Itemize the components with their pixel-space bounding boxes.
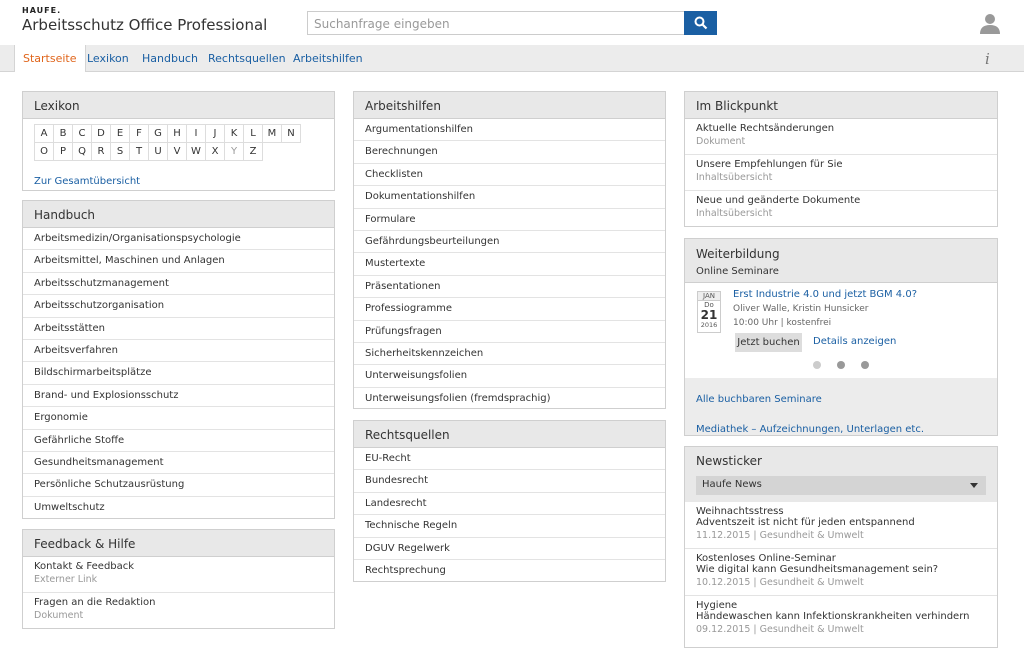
search-button[interactable] bbox=[684, 11, 717, 35]
list-item[interactable]: Prüfungsfragen bbox=[354, 321, 665, 343]
weiterbildung-panel bbox=[684, 238, 998, 436]
list-item[interactable]: Arbeitsmittel, Maschinen und Anlagen bbox=[23, 250, 334, 272]
user-icon[interactable] bbox=[979, 12, 1001, 34]
feedback-panel bbox=[22, 529, 335, 629]
letter-link[interactable]: Q bbox=[72, 142, 92, 161]
lexikon-overview-link[interactable]: Zur Gesamtübersicht bbox=[34, 176, 141, 187]
list-item[interactable]: Landesrecht bbox=[354, 493, 665, 515]
list-item[interactable]: EU-Recht bbox=[354, 448, 665, 470]
list-item[interactable]: Unterweisungsfolien bbox=[354, 365, 665, 387]
letter-link[interactable]: S bbox=[110, 142, 130, 161]
main-nav bbox=[0, 45, 1024, 72]
letter-link[interactable]: M bbox=[262, 124, 282, 143]
letter-link[interactable]: F bbox=[129, 124, 149, 143]
lexikon-panel bbox=[22, 91, 335, 191]
list-item[interactable]: Arbeitsschutzorganisation bbox=[23, 295, 334, 317]
letter-link[interactable]: G bbox=[148, 124, 168, 143]
list-item[interactable]: Sicherheitskennzeichen bbox=[354, 343, 665, 365]
list-item[interactable]: Technische Regeln bbox=[354, 515, 665, 537]
seminar-card bbox=[685, 283, 997, 378]
news-headline: Adventszeit ist nicht für jeden entspannend bbox=[696, 517, 915, 528]
event-month: JAN bbox=[698, 292, 720, 301]
tab-rechtsquellen[interactable]: Rechtsquellen bbox=[208, 52, 286, 65]
list-item[interactable]: Gesundheitsmanagement bbox=[23, 452, 334, 474]
news-headline: Wie digital kann Gesundheitsmanagement sein? bbox=[696, 564, 939, 575]
event-speakers: Oliver Walle, Kristin Hunsicker bbox=[733, 304, 869, 314]
letter-link[interactable]: O bbox=[34, 142, 54, 161]
list-item[interactable]: Persönliche Schutzausrüstung bbox=[23, 474, 334, 496]
search-icon bbox=[694, 16, 708, 30]
list-item[interactable]: Arbeitsstätten bbox=[23, 318, 334, 340]
carousel-dot[interactable] bbox=[861, 361, 869, 369]
news-feed-selected: Haufe News bbox=[702, 479, 762, 490]
letter-link[interactable]: X bbox=[205, 142, 225, 161]
blickpunkt-item-label: Aktuelle Rechtsänderungen bbox=[696, 123, 835, 134]
blickpunkt-title: Im Blickpunkt bbox=[685, 92, 997, 119]
letter-link[interactable]: D bbox=[91, 124, 111, 143]
list-item[interactable] bbox=[685, 155, 997, 191]
news-item[interactable] bbox=[685, 549, 997, 596]
list-item[interactable] bbox=[23, 593, 334, 629]
list-item[interactable]: Dokumentationshilfen bbox=[354, 186, 665, 208]
blickpunkt-item-sub: Dokument bbox=[696, 136, 746, 147]
list-item[interactable]: Arbeitsverfahren bbox=[23, 340, 334, 362]
carousel-dot[interactable] bbox=[837, 361, 845, 369]
event-title-link[interactable]: Erst Industrie 4.0 und jetzt BGM 4.0? bbox=[733, 289, 917, 300]
alphabet-index bbox=[23, 119, 334, 161]
news-kicker: Hygiene bbox=[696, 600, 738, 611]
newsticker-panel bbox=[684, 446, 998, 648]
book-button[interactable]: Jetzt buchen bbox=[735, 333, 802, 352]
details-link[interactable]: Details anzeigen bbox=[813, 336, 897, 347]
list-item[interactable]: Mustertexte bbox=[354, 253, 665, 275]
chevron-down-icon bbox=[970, 483, 978, 488]
list-item[interactable]: Checklisten bbox=[354, 164, 665, 186]
list-item[interactable]: Professiogramme bbox=[354, 298, 665, 320]
letter-link[interactable]: Y bbox=[224, 142, 244, 161]
news-kicker: Kostenloses Online-Seminar bbox=[696, 553, 836, 564]
news-feed-select[interactable] bbox=[696, 476, 986, 495]
news-headline: Händewaschen kann Infektionskrankheiten verhindern bbox=[696, 611, 970, 622]
carousel-dots bbox=[685, 355, 997, 375]
tab-startseite[interactable]: Startseite bbox=[14, 45, 86, 73]
event-time: 10:00 Uhr | kostenfrei bbox=[733, 318, 832, 328]
lexikon-title: Lexikon bbox=[23, 92, 334, 119]
feedback-redaktion-sub: Dokument bbox=[34, 610, 84, 621]
list-item[interactable]: Argumentationshilfen bbox=[354, 119, 665, 141]
list-item[interactable]: Berechnungen bbox=[354, 141, 665, 163]
list-item[interactable]: Präsentationen bbox=[354, 276, 665, 298]
news-kicker: Weihnachtsstress bbox=[696, 506, 784, 517]
letter-link[interactable]: P bbox=[53, 142, 73, 161]
letter-link[interactable]: T bbox=[129, 142, 149, 161]
feedback-contact-label: Kontakt & Feedback bbox=[34, 561, 135, 572]
list-item[interactable]: Bildschirmarbeitsplätze bbox=[23, 362, 334, 384]
event-weekday: Do bbox=[704, 301, 714, 309]
arbeitshilfen-panel bbox=[353, 91, 666, 409]
letter-link[interactable]: V bbox=[167, 142, 187, 161]
handbuch-title: Handbuch bbox=[23, 201, 334, 228]
letter-link[interactable]: B bbox=[53, 124, 73, 143]
letter-link[interactable]: W bbox=[186, 142, 206, 161]
app-title: Arbeitsschutz Office Professional bbox=[22, 16, 268, 34]
handbuch-panel bbox=[22, 200, 335, 519]
search-input[interactable]: Suchanfrage eingeben bbox=[307, 11, 685, 35]
letter-link[interactable]: L bbox=[243, 124, 263, 143]
letter-link[interactable]: U bbox=[148, 142, 168, 161]
news-meta: 10.12.2015 | Gesundheit & Umwelt bbox=[696, 577, 864, 588]
list-item[interactable]: Bundesrecht bbox=[354, 470, 665, 492]
list-item[interactable]: Umweltschutz bbox=[34, 501, 105, 513]
rechtsquellen-panel bbox=[353, 420, 666, 582]
blickpunkt-panel bbox=[684, 91, 998, 227]
letter-link[interactable]: Z bbox=[243, 142, 263, 161]
blickpunkt-item-sub: Inhaltsübersicht bbox=[696, 172, 773, 183]
weiterbildung-subtitle: Online Seminare bbox=[696, 266, 779, 277]
letter-link[interactable]: A bbox=[34, 124, 54, 143]
news-meta: 11.12.2015 | Gesundheit & Umwelt bbox=[696, 530, 864, 541]
letter-link[interactable]: E bbox=[110, 124, 130, 143]
main-content bbox=[0, 72, 1024, 670]
event-day: 21 bbox=[700, 308, 718, 322]
brand-logo: HAUFE. bbox=[22, 6, 62, 15]
all-seminars-link[interactable]: Alle buchbaren Seminare bbox=[696, 394, 822, 405]
info-icon[interactable]: i bbox=[985, 50, 990, 68]
feedback-contact-sub: Externer Link bbox=[34, 574, 98, 585]
list-item[interactable]: Brand- und Explosionsschutz bbox=[23, 385, 334, 407]
list-item[interactable]: Gefährdungsbeurteilungen bbox=[354, 231, 665, 253]
blickpunkt-item-sub: Inhaltsübersicht bbox=[696, 208, 773, 219]
list-item[interactable]: DGUV Regelwerk bbox=[354, 538, 665, 560]
news-meta: 09.12.2015 | Gesundheit & Umwelt bbox=[696, 624, 864, 635]
list-item[interactable]: Unterweisungsfolien (fremdsprachig) bbox=[365, 392, 551, 404]
list-item[interactable] bbox=[685, 191, 997, 227]
list-item[interactable]: Arbeitsmedizin/Organisationspsychologie bbox=[23, 228, 334, 250]
letter-link[interactable]: J bbox=[205, 124, 225, 143]
letter-link[interactable]: R bbox=[91, 142, 111, 161]
list-item[interactable]: Rechtsprechung bbox=[365, 564, 446, 576]
event-year: 2016 bbox=[700, 321, 718, 329]
arbeitshilfen-title: Arbeitshilfen bbox=[354, 92, 665, 119]
weiterbildung-title: Weiterbildung bbox=[696, 247, 780, 261]
news-item[interactable] bbox=[685, 596, 997, 643]
letter-link[interactable]: C bbox=[72, 124, 92, 143]
letter-link[interactable]: K bbox=[224, 124, 244, 143]
list-item[interactable] bbox=[23, 557, 334, 593]
letter-link[interactable]: H bbox=[167, 124, 187, 143]
blickpunkt-item-label: Unsere Empfehlungen für Sie bbox=[696, 159, 843, 170]
list-item[interactable]: Formulare bbox=[354, 209, 665, 231]
newsticker-title: Newsticker bbox=[696, 454, 762, 468]
mediathek-link[interactable]: Mediathek – Aufzeichnungen, Unterlagen etc. bbox=[696, 424, 925, 435]
app-header bbox=[0, 0, 1024, 45]
rechtsquellen-title: Rechtsquellen bbox=[354, 421, 665, 448]
blickpunkt-item-label: Neue und geänderte Dokumente bbox=[696, 195, 861, 206]
feedback-title: Feedback & Hilfe bbox=[23, 530, 334, 557]
calendar-icon bbox=[697, 291, 721, 333]
list-item[interactable]: Gefährliche Stoffe bbox=[23, 430, 334, 452]
news-item[interactable] bbox=[685, 502, 997, 549]
letter-link[interactable]: N bbox=[281, 124, 301, 143]
letter-link[interactable]: I bbox=[186, 124, 206, 143]
list-item[interactable]: Ergonomie bbox=[23, 407, 334, 429]
tab-lexikon[interactable]: Lexikon bbox=[87, 52, 129, 65]
feedback-redaktion-label: Fragen an die Redaktion bbox=[34, 597, 156, 608]
carousel-dot[interactable] bbox=[813, 361, 821, 369]
tab-handbuch[interactable]: Handbuch bbox=[142, 52, 198, 65]
list-item[interactable] bbox=[685, 119, 997, 155]
list-item[interactable]: Arbeitsschutzmanagement bbox=[23, 273, 334, 295]
tab-arbeitshilfen[interactable]: Arbeitshilfen bbox=[293, 52, 363, 65]
